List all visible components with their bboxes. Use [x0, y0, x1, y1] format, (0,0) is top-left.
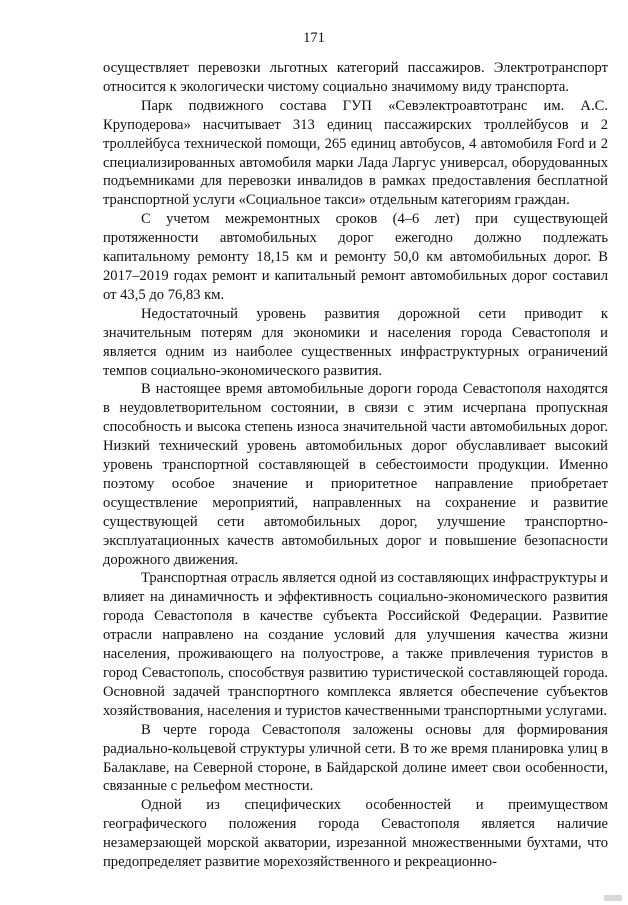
paragraph-street-structure: В черте города Севастополя заложены основы для формирования радиально-кольцевой структуры уличной сети. В то же время планировка улиц в Балаклаве, на Северной стороне, в Байдарской долине имеет свои особенности, связанные с рельефом местности. [103, 721, 608, 795]
paragraph-transport-industry: Транспортная отрасль является одной из составляющих инфраструктуры и влияет на динамичность и эффективность социально-экономического развития города Севастополя в качестве субъекта Российской Федерации. Развитие отрасли направлено на создание условий для улучшения качества жизни населения, проживающего на полуострове, а также привлечения туристов в город Севастополь, способствуя развитию туристической составляющей города. Основной задачей транспортного комплекса является обеспечение субъектов хозяйствования, населения и туристов качественными транспортными услугами. [103, 570, 608, 719]
paragraph-road-network: Недостаточный уровень развития дорожной сети приводит к значительным потерям для экономики и населения города Севастополя и является одним из наиболее существенных инфраструктурных ограничений темпов социально-экономического развития. [103, 305, 608, 379]
paragraph-road-repair: С учетом межремонтных сроков (4–6 лет) при существующей протяженности автомобильных дорог ежегодно должно подлежать капитальному ремонту 18,15 км и ремонту 50,0 км автомобильных дорог. В 2017–2019 годах ремонт и капитальный ремонт автомобильных дорог составил от 43,5 до 76,83 км. [103, 211, 608, 303]
paragraph-electrotransport: осуществляет перевозки льготных категорий пассажиров. Электротранспорт относится к экологически чистому социально значимому виду транспорта. [103, 60, 608, 95]
scan-artifact [604, 895, 622, 901]
page-number: 171 [303, 30, 325, 46]
paragraph-road-condition: В настоящее время автомобильные дороги города Севастополя находятся в неудовлетворительном состоянии, в связи с этим исчерпана пропускная способность и высока степень износа значительной части автомобильных дорог. Низкий технический уровень автомобильных дорог обуславливает высокий уровень транспортной составляющей в себестоимости продукции. Именно поэтому особое значение и приоритетное направление приобретает осуществление мероприятий, направленных на сохранение и развитие существующей сети автомобильных дорог, улучшение транспортно-эксплуатационных качеств автомобильных дорог и повышение безопасности дорожного движения. [103, 381, 608, 568]
paragraph-geography: Одной из специфических особенностей и преимуществом географического положения города Севастополя является наличие незамерзающей морской акватории, изрезанной множественными бухтами, что предопределяет развитие морехозяйственного и рекреационно- [103, 797, 608, 871]
body-text [103, 59, 608, 872]
paragraph-rolling-stock: Парк подвижного состава ГУП «Севэлектроавтотранс им. А.С. Круподерова» насчитывает 313 единиц пассажирских троллейбусов и 2 троллейбуса технической помощи, 265 единиц автобусов, 4 автомобиля Ford и 2 специализированных автомобиля марки Лада Ларгус универсал, оборудованных подъемниками для перевозки инвалидов в рамках предоставления бесплатной транспортной услуги «Социальное такси» отдельным категориям граждан. [103, 97, 608, 209]
